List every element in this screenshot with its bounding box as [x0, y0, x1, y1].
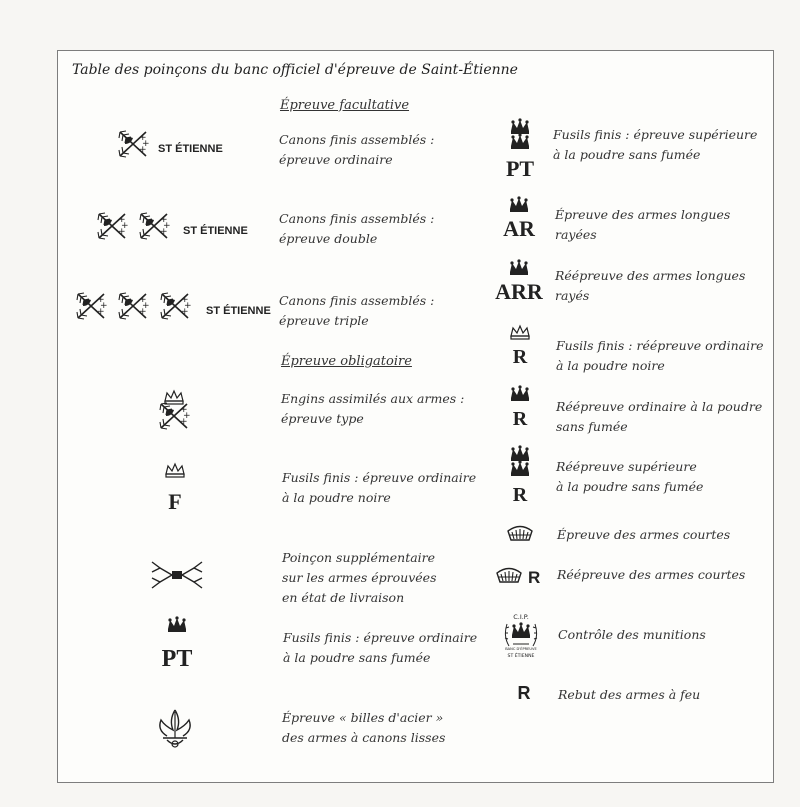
- mark-basket-r: [495, 565, 551, 587]
- mark-st-etienne-triple: [76, 290, 276, 322]
- svg-text:PT: PT: [505, 156, 535, 181]
- svg-text:C.I.P.: C.I.P.: [513, 613, 529, 621]
- caption-controle-munitions: Contrôle des munitions: [558, 627, 706, 642]
- fleur-de-lis-icon: [155, 708, 195, 750]
- caption-fusils-superieure: Fusils finis : épreuve supérieure à la poudre sans fumée: [553, 127, 758, 162]
- caption-reepreuve-armes-longues: Réépreuve des armes longues rayés: [555, 268, 746, 303]
- mark-f-crown: [160, 463, 190, 513]
- mark-pt-crown: [154, 618, 200, 670]
- caption-fusils-reepreuve-noire: Fusils finis : réépreuve ordinaire à la poudre noire: [556, 338, 764, 373]
- caption-reepreuve-sans-fumee: Réépreuve ordinaire à la poudre sans fumée: [556, 399, 763, 434]
- svg-text:R: R: [512, 484, 528, 506]
- caption-fusils-ordinaire-noire: Fusils finis : épreuve ordinaire à la poudre noire: [282, 470, 477, 505]
- caption-reepreuve-superieure: Réépreuve supérieure à la poudre sans fumée: [556, 459, 704, 494]
- mark-supplementaire: [150, 558, 204, 592]
- caption-poincon-supplementaire: Poinçon supplémentaire sur les armes éprouvées en état de livraison: [282, 550, 437, 605]
- mark-pt-double-crown: [499, 120, 541, 180]
- caption-rebut-armes: Rebut des armes à feu: [558, 687, 701, 702]
- mark-engins-type: [153, 390, 195, 430]
- svg-text:ST ÉTIENNE: ST ÉTIENNE: [158, 143, 223, 155]
- svg-text:R: R: [512, 408, 528, 430]
- caption-canons-ordinaire: Canons finis assemblés : épreuve ordinaire: [279, 132, 435, 167]
- mark-ar: [496, 198, 542, 240]
- caption-engins-type: Engins assimilés aux armes : épreuve type: [281, 391, 465, 426]
- mark-r-crown-outline: [505, 325, 535, 367]
- mark-st-etienne-single: [118, 128, 238, 160]
- svg-text:ST ÉTIENNE: ST ÉTIENNE: [507, 654, 535, 659]
- mark-r-rebut: [512, 680, 536, 702]
- svg-text:ST ÉTIENNE: ST ÉTIENNE: [183, 225, 248, 237]
- mark-r-double-crown: [500, 447, 540, 505]
- svg-text:ST ÉTIENNE: ST ÉTIENNE: [206, 305, 271, 317]
- svg-text:R: R: [528, 568, 541, 587]
- svg-text:R: R: [517, 683, 531, 703]
- svg-text:AR: AR: [503, 216, 535, 241]
- section-epreuve-obligatoire: Épreuve obligatoire: [281, 354, 412, 369]
- caption-canons-triple: Canons finis assemblés : épreuve triple: [279, 293, 435, 328]
- caption-armes-longues-rayees: Épreuve des armes longues rayées: [555, 207, 731, 242]
- svg-text:PT: PT: [161, 646, 193, 672]
- svg-text:ARR: ARR: [495, 279, 543, 304]
- caption-canons-double: Canons finis assemblés : épreuve double: [279, 211, 435, 246]
- section-epreuve-facultative: Épreuve facultative: [280, 98, 410, 113]
- mark-st-etienne-double: [97, 210, 257, 242]
- mark-r-crown: [500, 387, 540, 429]
- caption-armes-courtes: Épreuve des armes courtes: [557, 527, 731, 542]
- cip-seal-icon: [497, 612, 545, 662]
- mark-arr: [489, 261, 549, 303]
- basket-crown-icon: [506, 525, 534, 543]
- svg-text:R: R: [512, 346, 528, 368]
- caption-reepreuve-armes-courtes: Réépreuve des armes courtes: [557, 567, 746, 582]
- caption-billes-acier: Épreuve « billes d'acier » des armes à canons lisses: [282, 710, 446, 745]
- caption-fusils-ordinaire-sans-fumee: Fusils finis : épreuve ordinaire à la poudre sans fumée: [283, 630, 478, 665]
- svg-text:BANC D'ÉPREUVE: BANC D'ÉPREUVE: [505, 647, 537, 651]
- page-title: Table des poinçons du banc officiel d'épreuve de Saint-Étienne: [72, 62, 518, 78]
- svg-text:F: F: [168, 489, 182, 514]
